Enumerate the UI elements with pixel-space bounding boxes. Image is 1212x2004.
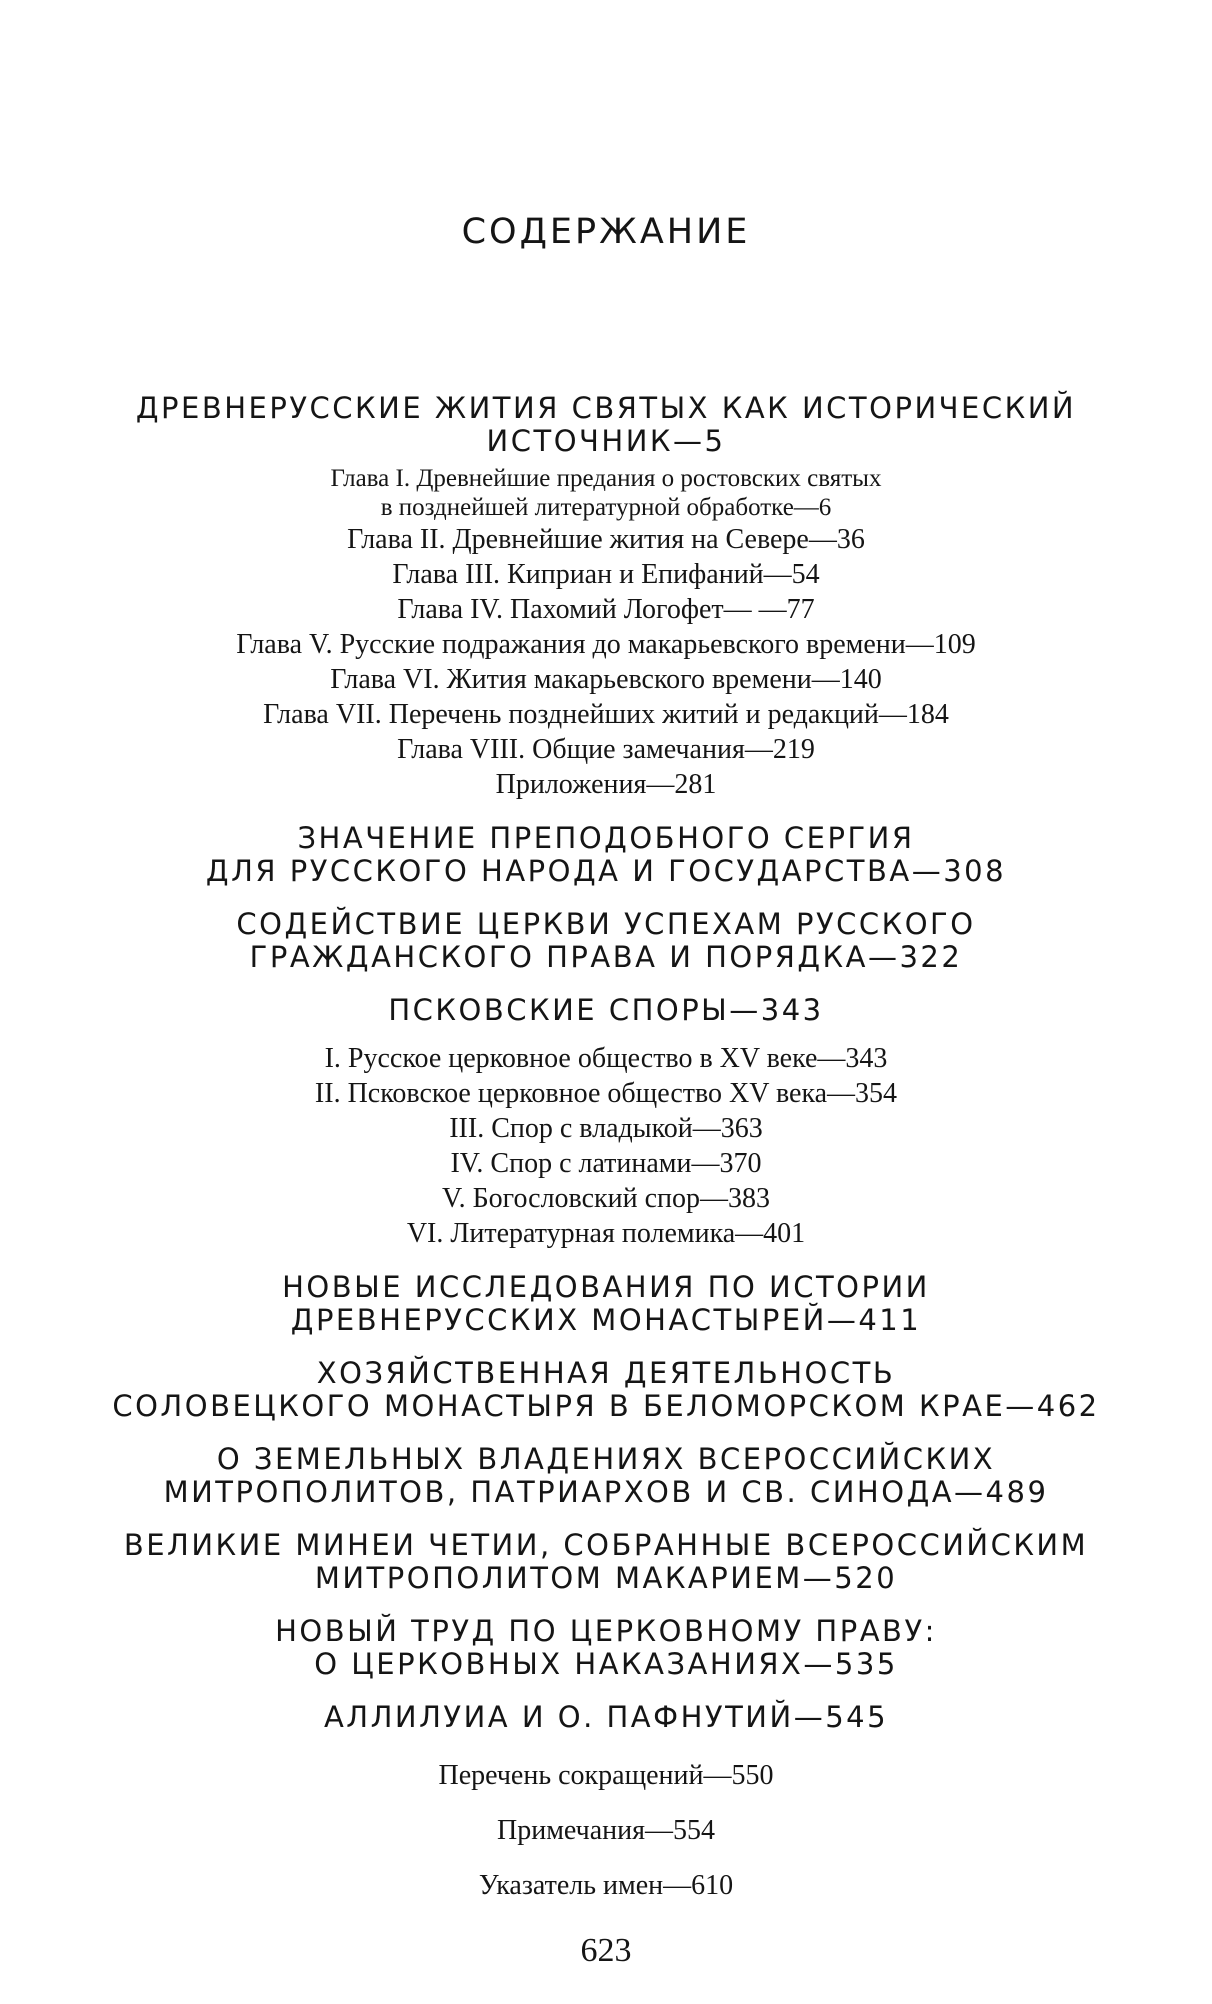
contents-title: СОДЕРЖАНИЕ [461,212,751,252]
toc-section-sergius [60,822,1152,888]
section-heading-line: ИСТОЧНИК—5 [486,424,726,458]
section-heading-line: ГРАЖДАНСКОГО ПРАВА И ПОРЯДКА—322 [249,940,963,974]
section-heading-line: ДРЕВНЕРУССКИЕ ЖИТИЯ СВЯТЫХ КАК ИСТОРИЧЕСКИЙ [135,391,1077,425]
toc-section-canon-law [60,1615,1152,1681]
toc-section-great-menaion [60,1529,1152,1595]
section-heading-line: МИТРОПОЛИТОВ, ПАТРИАРХОВ И СВ. СИНОДА—489 [163,1475,1049,1509]
section-heading-line: ПСКОВСКИЕ СПОРЫ—343 [388,993,824,1027]
back-matter-index: Указатель имен—610 [478,1870,734,1901]
section-heading-line: О ЦЕРКОВНЫХ НАКАЗАНИЯХ—535 [314,1647,898,1681]
section-heading-line: МИТРОПОЛИТОМ МАКАРИЕМ—520 [314,1561,898,1595]
chapter-entry: III. Спор с владыкой—363 [449,1113,763,1144]
chapter-entry: Глава IV. Пахомий Логофет— —77 [397,594,815,625]
toc-section-land-holdings [60,1443,1152,1509]
appendix-entry: Приложения—281 [495,769,717,800]
toc-section-lives-of-saints [60,392,1152,458]
section-heading-line: ДРЕВНЕРУССКИХ МОНАСТЫРЕЙ—411 [290,1303,922,1337]
section-heading-line: О ЗЕМЕЛЬНЫХ ВЛАДЕНИЯХ ВСЕРОССИЙСКИХ [216,1442,996,1476]
page-number: 623 [580,1932,632,1969]
chapter-entry: V. Богословский спор—383 [441,1183,771,1214]
chapter-entry: Глава I. Древнейшие предания о ростовских святых [330,465,882,492]
chapter-entry: IV. Спор с латинами—370 [450,1148,762,1179]
toc-section-pskov-disputes [60,994,1152,1027]
chapter-entry: Глава II. Древнейшие жития на Севере—36 [347,524,865,555]
toc-section-church-law [60,908,1152,974]
back-matter-abbreviations: Перечень сокращений—550 [438,1760,774,1791]
chapter-entry: Глава VII. Перечень позднейших житий и редакций—184 [263,699,949,730]
section-heading-line: НОВЫЙ ТРУД ПО ЦЕРКОВНОМУ ПРАВУ: [275,1614,937,1648]
table-of-contents [60,392,1152,1903]
back-matter-notes: Примечания—554 [496,1815,715,1846]
section-heading-line: ЗНАЧЕНИЕ ПРЕПОДОБНОГО СЕРГИЯ [297,821,915,855]
chapter-entry: II. Псковское церковное общество XV века—354 [314,1078,898,1109]
chapter-entry-continuation: в позднейшей литературной обработке—6 [380,494,832,521]
toc-section-alleluia [60,1701,1152,1734]
chapter-entry: I. Русское церковное общество в XV веке—343 [324,1043,888,1074]
toc-section-monasteries [60,1271,1152,1337]
section-heading-line: ХОЗЯЙСТВЕННАЯ ДЕЯТЕЛЬНОСТЬ [316,1356,896,1390]
chapter-list [60,1041,1152,1251]
section-heading-line: НОВЫЕ ИССЛЕДОВАНИЯ ПО ИСТОРИИ [282,1270,930,1304]
section-heading-line: СОЛОВЕЦКОГО МОНАСТЫРЯ В БЕЛОМОРСКОМ КРАЕ—462 [112,1389,1100,1423]
toc-section-solovetsky [60,1357,1152,1423]
section-heading-line: СОДЕЙСТВИЕ ЦЕРКВИ УСПЕХАМ РУССКОГО [236,907,976,941]
chapter-list [60,464,1152,802]
chapter-entry: Глава V. Русские подражания до макарьевского времени—109 [236,629,976,660]
chapter-entry: VI. Литературная полемика—401 [406,1218,806,1249]
section-heading-line: ДЛЯ РУССКОГО НАРОДА И ГОСУДАРСТВА—308 [205,854,1007,888]
section-heading-line: ВЕЛИКИЕ МИНЕИ ЧЕТИИ, СОБРАННЫЕ ВСЕРОССИЙСКИМ [123,1528,1089,1562]
chapter-entry: Глава III. Киприан и Епифаний—54 [392,559,820,590]
chapter-entry: Глава VI. Жития макарьевского времени—140 [330,664,882,695]
section-heading-line: АЛЛИЛУИА И О. ПАФНУТИЙ—545 [323,1700,889,1734]
chapter-entry: Глава VIII. Общие замечания—219 [397,734,815,765]
